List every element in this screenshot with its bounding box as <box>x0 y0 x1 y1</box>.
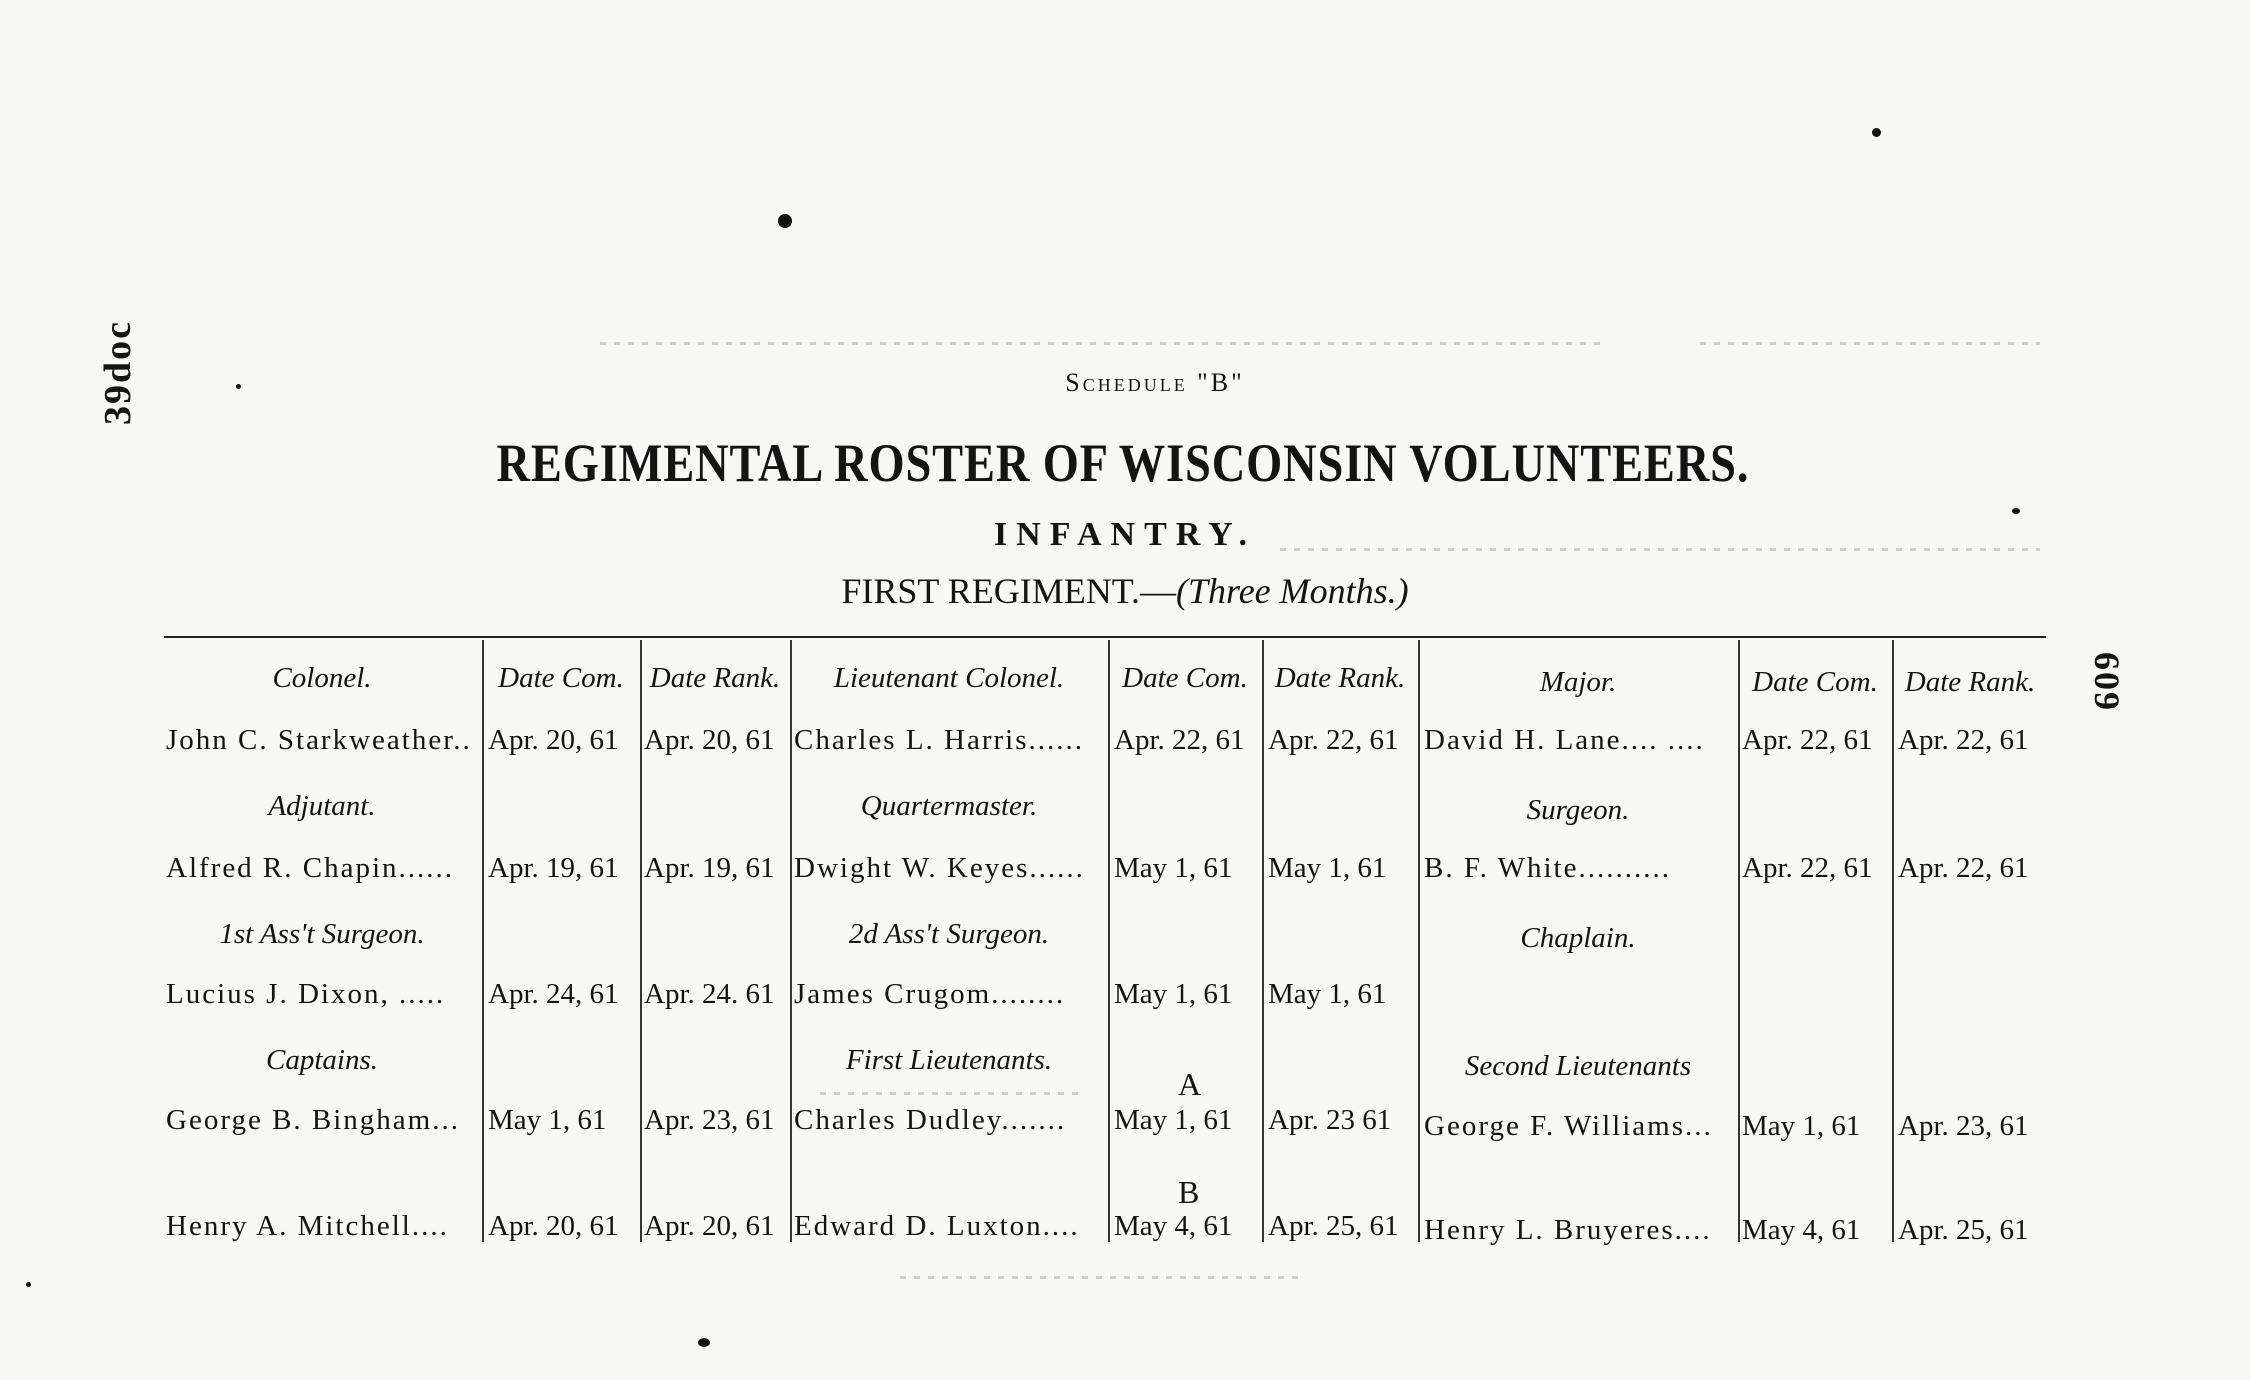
officer-name: David H. Lane.... .... <box>1424 724 1705 756</box>
position-header-lieutenant-colonel: Lieutenant Colonel. <box>833 662 1065 694</box>
position-header-major: Major. <box>1539 666 1617 698</box>
table-top-rule <box>164 636 2046 638</box>
date-com-header: Date Com. <box>1122 662 1248 694</box>
position-header-surgeon: Surgeon. <box>1526 794 1630 826</box>
date-of-rank: Apr. 25, 61 <box>1268 1210 1399 1242</box>
company-letter: B <box>1178 1174 1200 1210</box>
column-divider <box>640 640 642 1242</box>
date-of-rank: Apr. 19, 61 <box>644 852 775 884</box>
schedule-label: Schedule "B" <box>1065 368 1245 397</box>
date-commissioned: Apr. 22, 61 <box>1114 724 1245 756</box>
date-commissioned: Apr. 19, 61 <box>488 852 619 884</box>
officer-name: John C. Starkweather.. <box>166 724 472 756</box>
date-of-rank: Apr. 20, 61 <box>644 1210 775 1242</box>
date-com-header: Date Com. <box>498 662 624 694</box>
date-of-rank: May 1, 61 <box>1268 978 1387 1010</box>
column-divider <box>1892 640 1894 1242</box>
officer-name: Edward D. Luxton.... <box>794 1210 1080 1242</box>
date-of-rank: Apr. 24. 61 <box>644 978 775 1010</box>
document-title: REGIMENTAL ROSTER OF WISCONSIN VOLUNTEERS. <box>496 433 1750 493</box>
bleed-through-mark <box>1280 548 2040 551</box>
bleed-through-mark <box>600 342 1600 345</box>
officer-name: George F. Williams... <box>1424 1110 1713 1142</box>
officer-name: George B. Bingham... <box>166 1104 460 1136</box>
date-rank-header: Date Rank. <box>1274 662 1406 694</box>
officer-name: Alfred R. Chapin...... <box>166 852 455 884</box>
date-rank-header: Date Rank. <box>649 662 781 694</box>
date-commissioned: May 1, 61 <box>1114 978 1233 1010</box>
date-of-rank: Apr. 23 61 <box>1268 1104 1392 1136</box>
position-header-chaplain: Chaplain. <box>1520 922 1636 954</box>
position-header-second-lieutenants: Second Lieutenants <box>1464 1050 1692 1082</box>
page-number: 609 <box>2087 652 2127 712</box>
date-of-rank: Apr. 20, 61 <box>644 724 775 756</box>
column-divider <box>1738 640 1740 1242</box>
date-of-rank: Apr. 23, 61 <box>644 1104 775 1136</box>
column-divider <box>482 640 484 1242</box>
date-commissioned: Apr. 22, 61 <box>1742 852 1873 884</box>
column-divider <box>1262 640 1264 1242</box>
date-commissioned: Apr. 22, 61 <box>1742 724 1873 756</box>
date-commissioned: May 1, 61 <box>1114 852 1233 884</box>
date-commissioned: May 1, 61 <box>1742 1110 1861 1142</box>
officer-name: Henry L. Bruyeres.... <box>1424 1214 1712 1246</box>
officer-name: Lucius J. Dixon, ..... <box>166 978 446 1010</box>
date-commissioned: May 1, 61 <box>1114 1104 1233 1136</box>
ink-speck <box>26 1282 31 1287</box>
date-rank-header: Date Rank. <box>1904 666 2036 698</box>
position-header-quartermaster: Quartermaster. <box>860 790 1038 822</box>
company-letter: A <box>1178 1066 1202 1102</box>
bleed-through-mark <box>1700 342 2040 345</box>
date-commissioned: Apr. 20, 61 <box>488 724 619 756</box>
officer-name: Dwight W. Keyes...... <box>794 852 1085 884</box>
date-of-rank: May 1, 61 <box>1268 852 1387 884</box>
ink-speck <box>236 384 241 389</box>
position-header-2d-asst-surgeon: 2d Ass't Surgeon. <box>848 918 1050 950</box>
margin-stamp-left: 39doc <box>97 320 139 425</box>
column-divider <box>1108 640 1110 1242</box>
date-commissioned: May 4, 61 <box>1742 1214 1861 1246</box>
officer-name: Henry A. Mitchell.... <box>166 1210 449 1242</box>
date-commissioned: May 4, 61 <box>1114 1210 1233 1242</box>
position-header-first-lieutenants: First Lieutenants. <box>845 1044 1053 1076</box>
position-header-adjutant: Adjutant. <box>268 790 376 822</box>
regiment-term: (Three Months.) <box>1176 571 1409 611</box>
date-of-rank: Apr. 22, 61 <box>1898 724 2029 756</box>
bleed-through-mark <box>820 1092 1080 1095</box>
ink-speck <box>778 214 792 228</box>
date-commissioned: Apr. 20, 61 <box>488 1210 619 1242</box>
ink-speck <box>2012 508 2020 514</box>
ink-speck <box>1872 128 1881 137</box>
position-header-captains: Captains. <box>266 1044 378 1076</box>
branch-subtitle: INFANTRY. <box>993 516 1257 553</box>
officer-name: Charles Dudley....... <box>794 1104 1067 1136</box>
regiment-name: FIRST REGIMENT.— <box>841 571 1177 611</box>
date-of-rank: Apr. 23, 61 <box>1898 1110 2029 1142</box>
date-commissioned: May 1, 61 <box>488 1104 607 1136</box>
date-of-rank: Apr. 25, 61 <box>1898 1214 2029 1246</box>
ink-speck <box>698 1338 710 1347</box>
officer-name: B. F. White.......... <box>1424 852 1671 884</box>
officer-name: Charles L. Harris...... <box>794 724 1085 756</box>
position-header-colonel: Colonel. <box>272 662 372 694</box>
regiment-heading <box>0 570 2250 612</box>
date-com-header: Date Com. <box>1752 666 1878 698</box>
position-header-1st-asst-surgeon: 1st Ass't Surgeon. <box>219 918 425 950</box>
date-of-rank: Apr. 22, 61 <box>1268 724 1399 756</box>
bleed-through-mark <box>900 1276 1300 1279</box>
officer-name: James Crugom........ <box>794 978 1066 1010</box>
date-of-rank: Apr. 22, 61 <box>1898 852 2029 884</box>
date-commissioned: Apr. 24, 61 <box>488 978 619 1010</box>
